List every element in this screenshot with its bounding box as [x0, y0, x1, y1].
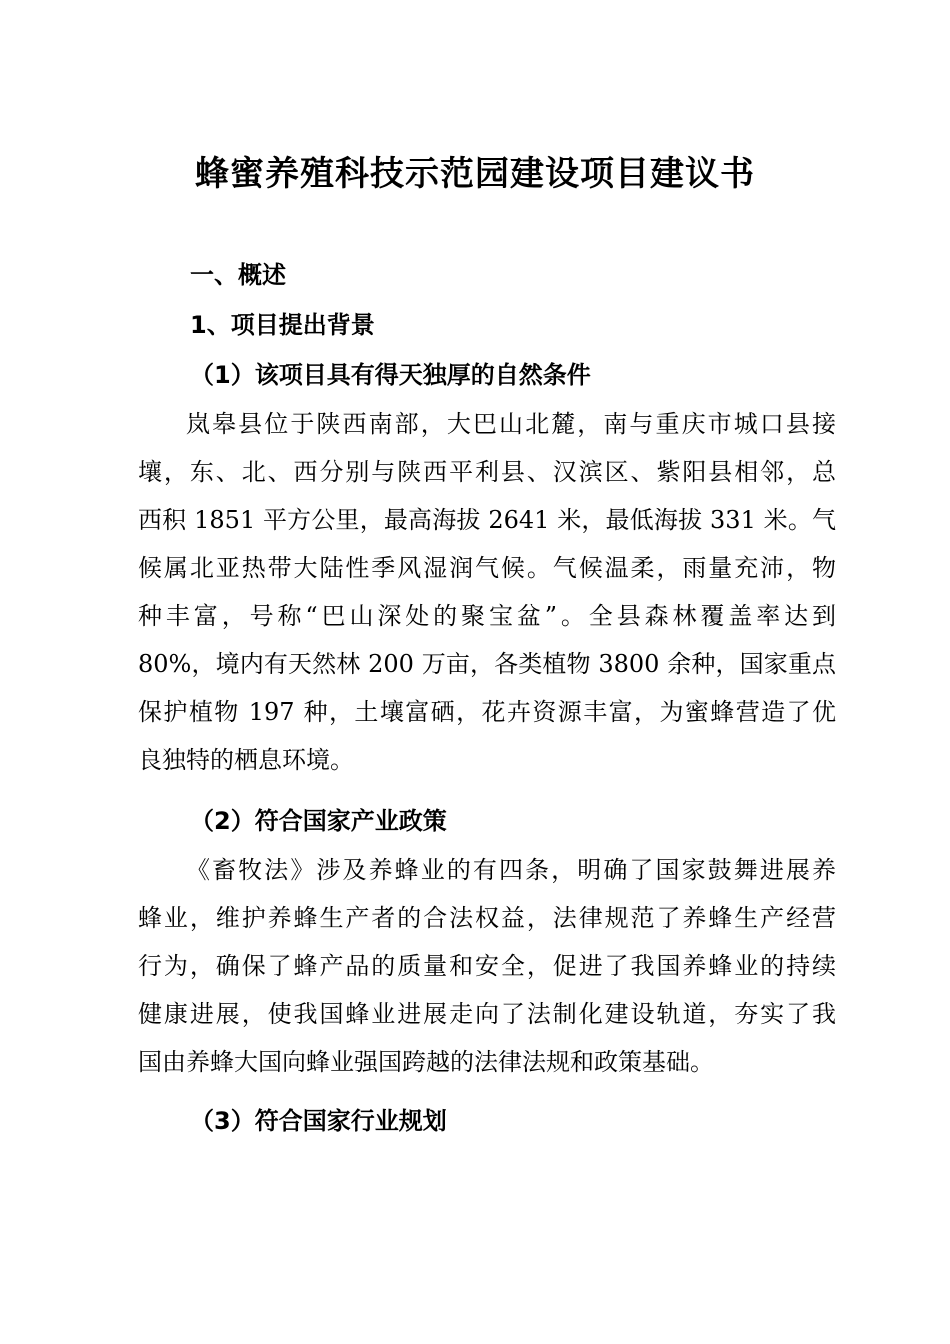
paragraph-line: 西积 1851 平方公里，最高海拔 2641 米，最低海拔 331 米。气: [138, 506, 836, 534]
paragraph-line: 良独特的栖息环境。: [138, 746, 354, 774]
subsection-heading-background: 1、项目提出背景: [190, 311, 375, 339]
paragraph-line: 保护植物 197 种，土壤富硒，花卉资源丰富，为蜜蜂营造了优: [138, 698, 836, 726]
document-title: 蜂蜜养殖科技示范园建设项目建议书: [195, 154, 755, 194]
paragraph-line: 种丰富，号称“巴山深处的聚宝盆”。全县森林覆盖率达到: [138, 602, 836, 630]
paragraph-line: 岚皋县位于陕西南部，大巴山北麓，南与重庆市城口县接: [186, 410, 836, 438]
item-heading-natural-conditions: （1）该项目具有得天独厚的自然条件: [190, 361, 591, 389]
item-heading-industry-policy: （2）符合国家产业政策: [190, 807, 447, 835]
paragraph-line: 候属北亚热带大陆性季风湿润气候。气候温柔，雨量充沛，物: [138, 554, 836, 582]
paragraph-line: 行为，确保了蜂产品的质量和安全，促进了我国养蜂业的持续: [138, 952, 836, 980]
paragraph-line: 健康进展，使我国蜂业进展走向了法制化建设轨道，夯实了我: [138, 1000, 836, 1028]
section-heading-overview: 一、概述: [190, 261, 286, 289]
item-heading-industry-planning: （3）符合国家行业规划: [190, 1107, 447, 1135]
paragraph-line: 蜂业，维护养蜂生产者的合法权益，法律规范了养蜂生产经营: [138, 904, 836, 932]
paragraph-line: 壤，东、北、西分别与陕西平利县、汉滨区、紫阳县相邻，总: [138, 458, 836, 486]
paragraph-line: 《畜牧法》涉及养蜂业的有四条，明确了国家鼓舞进展养: [186, 856, 836, 884]
paragraph-line: 80%，境内有天然林 200 万亩，各类植物 3800 余种，国家重点: [138, 650, 836, 678]
paragraph-line: 国由养蜂大国向蜂业强国跨越的法律法规和政策基础。: [138, 1048, 714, 1076]
